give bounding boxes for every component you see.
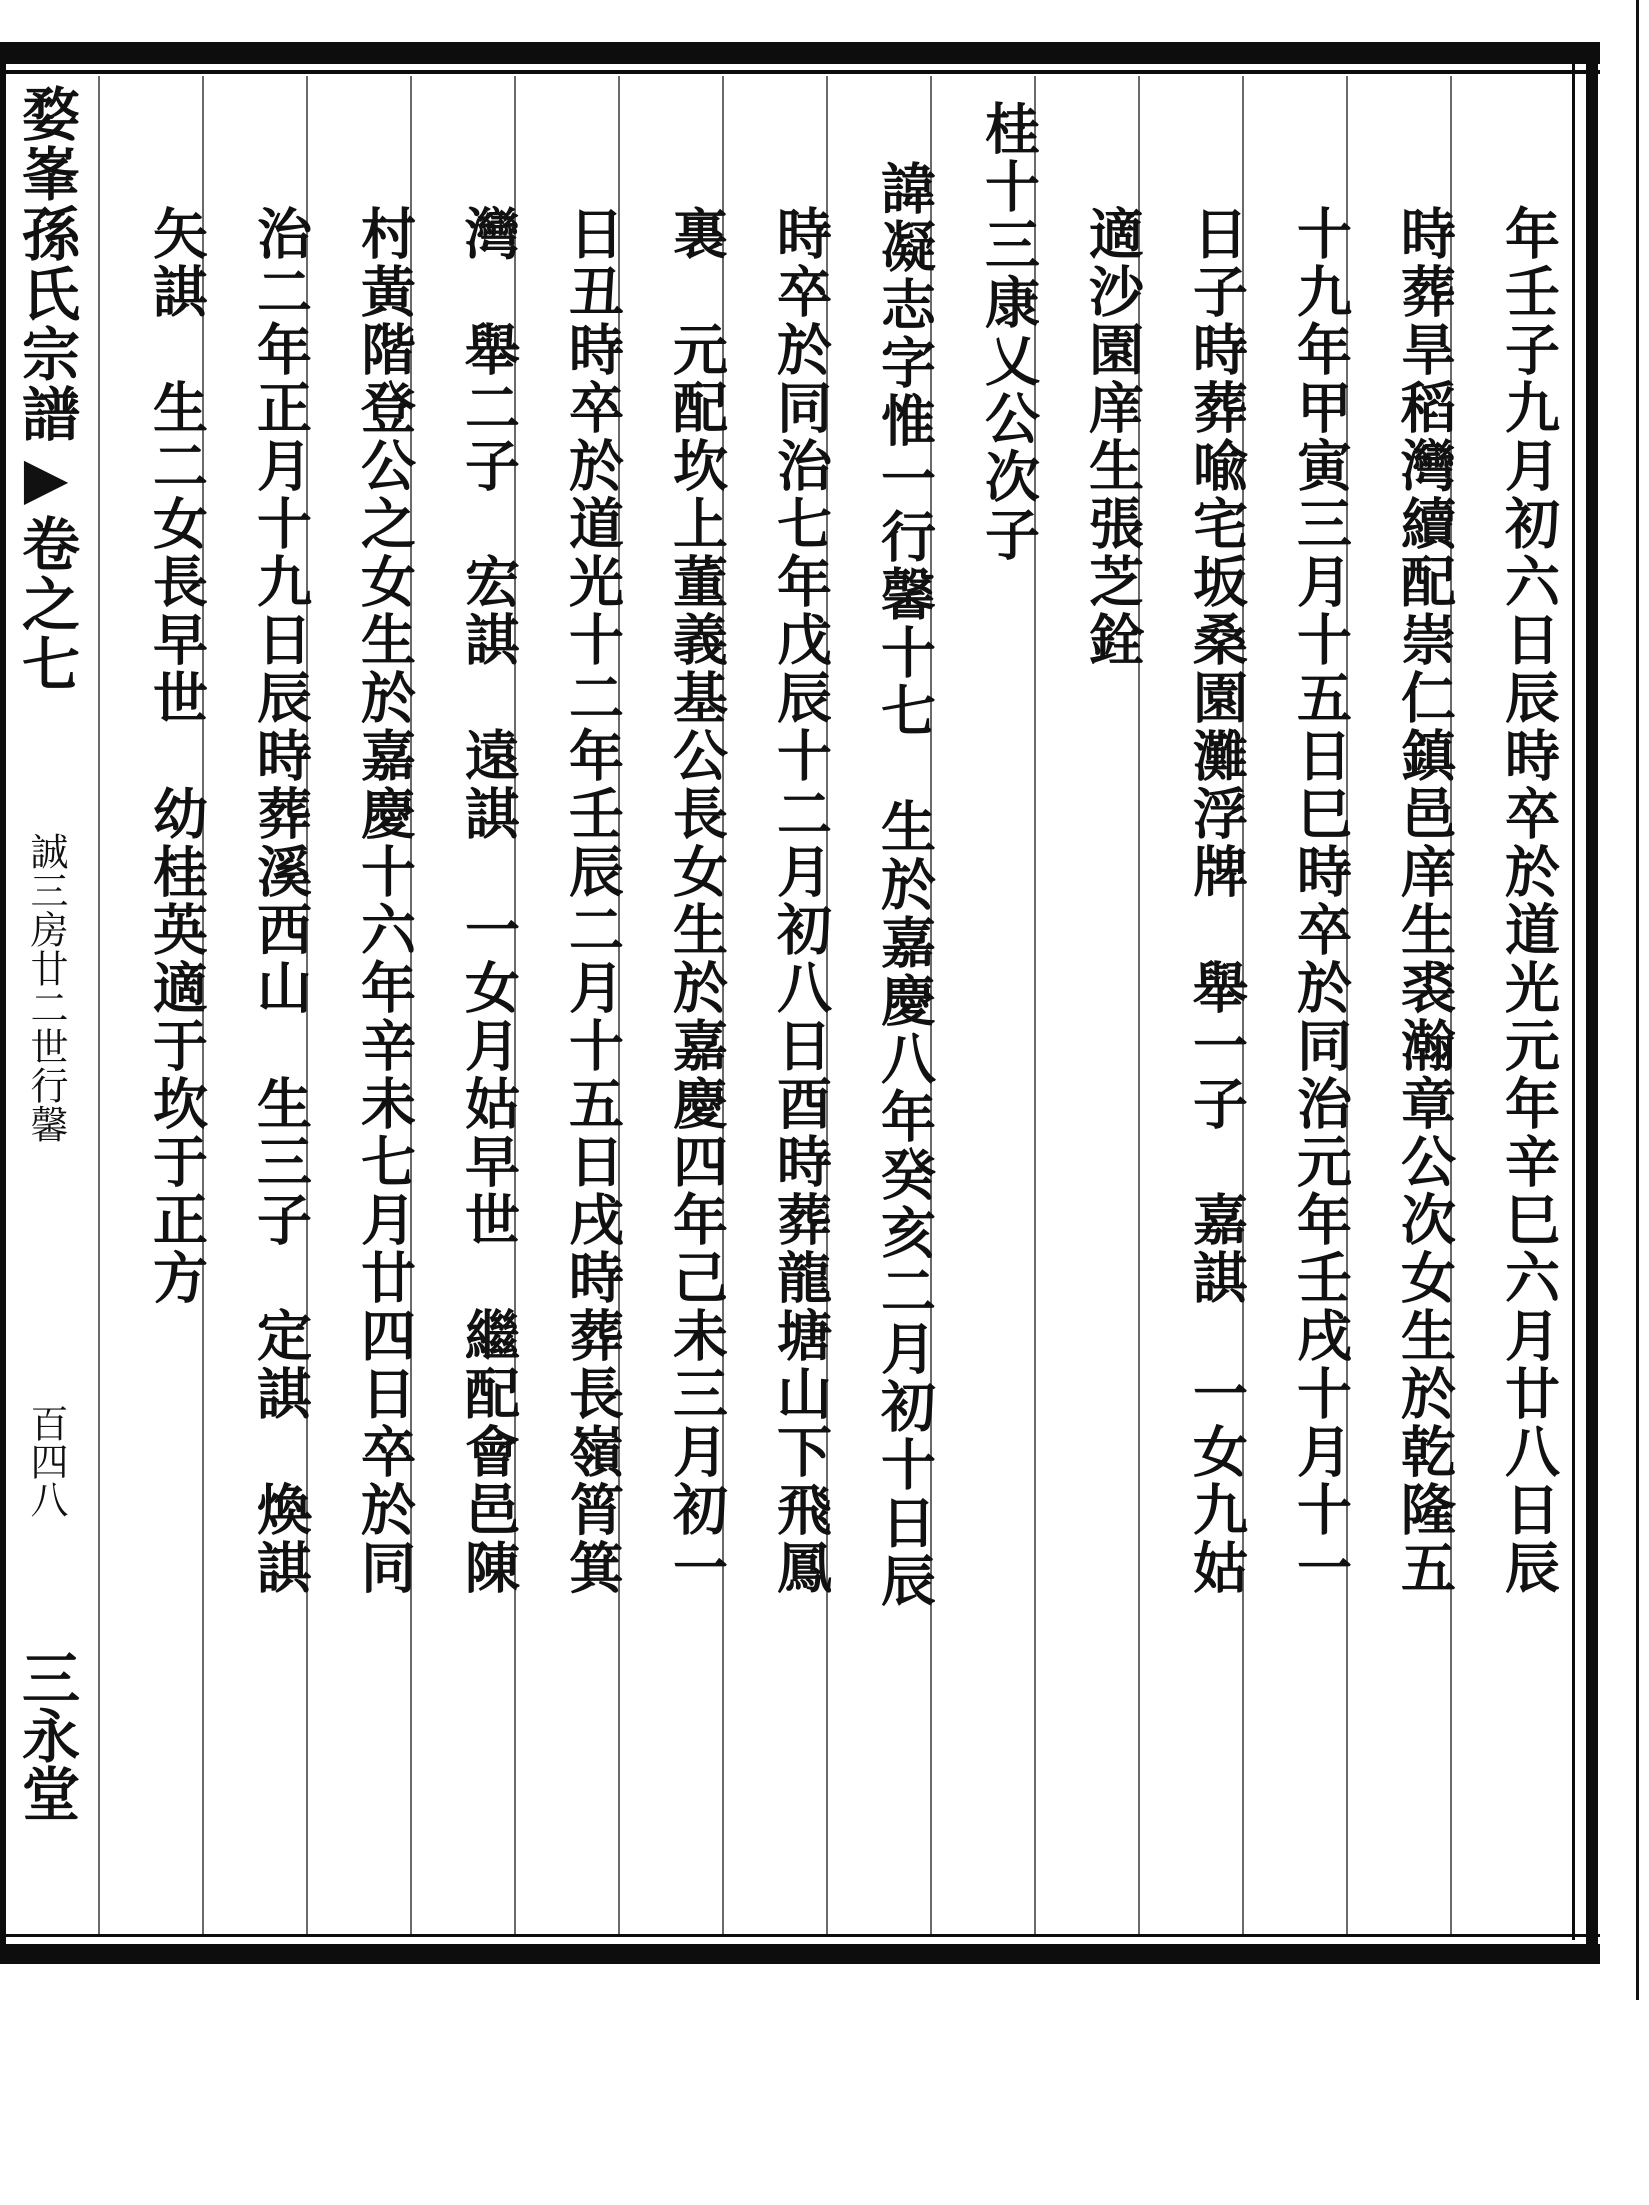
frame-top-inner-border <box>0 70 1600 74</box>
text-column-4: 日子時葬喩宅坂桑園灘浮牌 舉一子 嘉諆 一女九姑 <box>1184 205 1249 1597</box>
text-column-9: 裏 元配坎上董義基公長女生於嘉慶四年己未三月初一 <box>664 205 729 1597</box>
text-column-7: 諱凝志字惟一行馨十七 生於嘉慶八年癸亥二月初十日辰 <box>872 160 937 1610</box>
text-column-3: 十九年甲寅三月十五日巳時卒於同治元年壬戌十月十一 <box>1288 205 1353 1597</box>
branch-generation-label: 誠三房廿二世行馨 <box>24 832 68 1144</box>
text-column-11: 灣 舉二子 宏諆 遠諆 一女月姑早世 繼配會邑陳 <box>456 205 521 1597</box>
text-column-5: 適沙園庠生張芝銓 <box>1080 205 1145 669</box>
frame-right-border <box>1586 42 1598 1964</box>
text-column-12: 村黃階登公之女生於嘉慶十六年辛未七月廿四日卒於同 <box>352 205 417 1597</box>
frame-right-inner-border <box>1572 60 1575 1940</box>
hall-name: 三永堂 <box>12 1648 80 1822</box>
text-column-6: 桂十三康乂公次子 <box>976 100 1041 564</box>
text-column-14: 矢諆 生二女長早世 幼桂英適于坎于正方 <box>144 205 209 1307</box>
page-number: 百四八 <box>24 1404 68 1518</box>
text-column-13: 治二年正月十九日辰時葬溪西山 生三子 定諆 煥諆 <box>248 205 313 1597</box>
frame-top-border <box>0 42 1600 64</box>
book-title: 婺峯孫氏宗譜▶卷之七 <box>12 84 80 694</box>
text-column-2: 時葬旱稻灣續配崇仁鎮邑庠生裘瀚章公次女生於乾隆五 <box>1392 205 1457 1597</box>
text-column-8: 時卒於同治七年戊辰十二月初八日酉時葬龍塘山下飛鳳 <box>768 205 833 1597</box>
text-column-10: 日丑時卒於道光十二年壬辰二月十五日戌時葬長嶺筲箕 <box>560 205 625 1597</box>
page-edge-rule <box>1636 0 1639 2000</box>
text-column-1: 年壬子九月初六日辰時卒於道光元年辛巳六月廿八日辰 <box>1496 205 1561 1597</box>
column-rule <box>98 76 100 1934</box>
